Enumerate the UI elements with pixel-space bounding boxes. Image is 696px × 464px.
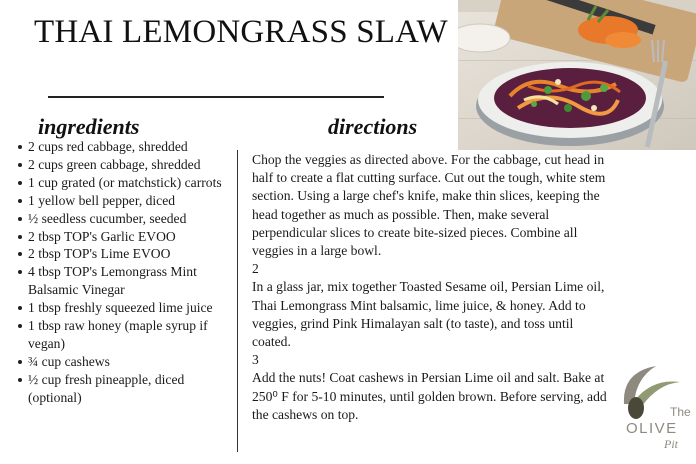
ingredient-item: 1 cup grated (or matchstick) carrots (4, 174, 238, 192)
ingredient-item: 2 cups red cabbage, shredded (4, 138, 238, 156)
ingredients-list (4, 138, 238, 407)
direction-step-3: Add the nuts! Coat cashews in Persian Lime oil and salt. Bake at 250⁰ F for 5-10 minutes, until golden brown. Before serving, add the cashews on top. (252, 370, 607, 422)
direction-step-1: Chop the veggies as directed above. For the cabbage, cut head in half to create a flat cutting surface. Cut out the tough, white stem section. Using a large chef's knife, make thin slices, keeping the head together as much as possible. Then, make several perpendicular slices to create bite-sized pieces. Combine all veggies in a large bowl. (252, 152, 606, 259)
logo-word-pit: Pit (664, 437, 678, 451)
directions-heading: directions (328, 114, 418, 139)
the-olive-pit-logo (610, 360, 694, 456)
logo-word-the: The (670, 405, 691, 419)
slaw-bowl-photo (458, 0, 696, 150)
title-underline (48, 96, 384, 98)
ingredient-item: 1 tbsp raw honey (maple syrup if vegan) (4, 317, 238, 353)
ingredient-item: 4 tbsp TOP's Lemongrass Mint Balsamic Vinegar (4, 263, 238, 299)
direction-step-number: 3 (252, 352, 259, 368)
ingredient-item: ½ cup fresh pineapple, diced (optional) (4, 371, 238, 407)
slaw-bowl-illustration (458, 0, 696, 150)
ingredient-item: 1 yellow bell pepper, diced (4, 192, 238, 210)
directions-text (252, 151, 608, 424)
ingredient-item: 2 tbsp TOP's Lime EVOO (4, 245, 238, 263)
ingredient-item: 1 tbsp freshly squeezed lime juice (4, 299, 238, 317)
ingredient-item: ¾ cup cashews (4, 353, 238, 371)
recipe-title: THAI LEMONGRASS SLAW (34, 14, 448, 50)
logo-word-olive: OLIVE (626, 420, 678, 437)
ingredients-heading: ingredients (38, 114, 140, 139)
ingredient-item: 2 cups green cabbage, shredded (4, 156, 238, 174)
direction-step-2: In a glass jar, mix together Toasted Sesame oil, Persian Lime oil, Thai Lemongrass Mint balsamic, lime juice, & honey. Add to veggies, grind Pink Himalayan salt (to taste), and toss until coated. (252, 279, 605, 350)
ingredient-item: ½ seedless cucumber, seeded (4, 210, 238, 228)
ingredient-item: 2 tbsp TOP's Garlic EVOO (4, 228, 238, 246)
direction-step-number: 2 (252, 261, 259, 277)
olive-logo-mark (610, 360, 694, 456)
